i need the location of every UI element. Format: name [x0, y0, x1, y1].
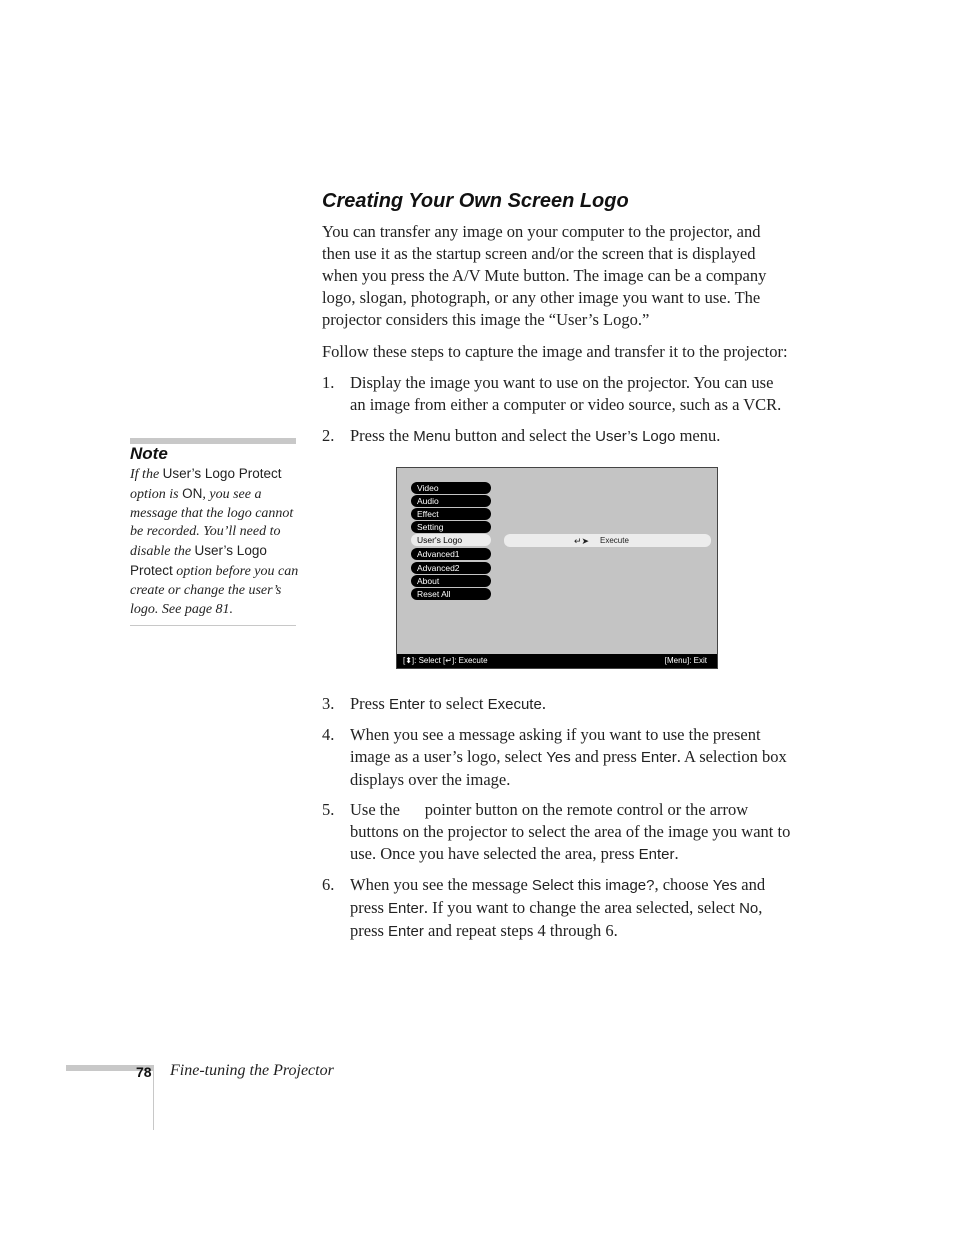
step-number: 2. [322, 426, 335, 445]
menu-item-about: About [411, 575, 491, 587]
step-text: Press Enter to select Execute. [350, 694, 546, 713]
step-6 [322, 874, 792, 943]
intro-paragraph: You can transfer any image on your computer to the projector, and then use it as the startup screen and/or the screen that is displayed when you press the A/V Mute button. The image can be a company logo, slogan, photograph, or any other image you want to use. The projector considers this image the “User’s Logo.” [322, 222, 767, 329]
menu-item-audio: Audio [411, 495, 491, 507]
step-2 [322, 425, 792, 448]
step-text: Use the pointer button on the remote control or the arrow buttons on the projector to select the area of the image you want to use. Once you have selected the area, press Enter. [350, 800, 795, 863]
projector-menu-screenshot [396, 467, 718, 669]
step-number: 1. [322, 373, 335, 392]
page-number: 78 [136, 1064, 152, 1080]
execute-label: Execute [600, 536, 629, 545]
footer-vertical-rule [153, 1065, 154, 1130]
step-number: 3. [322, 694, 335, 713]
menu-item-advanced1: Advanced1 [411, 548, 491, 560]
step-number: 6. [322, 875, 335, 894]
menu-button-ref: Menu [413, 428, 451, 445]
step-text: When you see a message asking if you want to use the present image as a user’s logo, select Yes and press Enter. A selection box displays over the image. [350, 725, 787, 789]
step-text: Press the Menu button and select the User’s Logo menu. [350, 426, 721, 445]
section-title: Creating Your Own Screen Logo [322, 190, 629, 212]
menu-footer-hint: [⬍]: Select [↵]: Execute [403, 656, 488, 665]
lead-paragraph: Follow these steps to capture the image and transfer it to the projector: [322, 342, 788, 361]
step-4 [322, 724, 792, 791]
menu-item-effect: Effect [411, 508, 491, 520]
execute-option [504, 534, 711, 547]
step-3 [322, 693, 792, 716]
step-number: 4. [322, 725, 335, 744]
step-1 [322, 372, 792, 416]
menu-footer [397, 654, 717, 668]
menu-item-setting: Setting [411, 521, 491, 533]
menu-footer-exit: [Menu]: Exit [664, 656, 707, 665]
running-head: Fine-tuning the Projector [170, 1062, 334, 1079]
menu-item-users-logo: User's Logo [411, 534, 491, 546]
menu-item-reset-all: Reset All [411, 588, 491, 600]
step-number: 5. [322, 800, 335, 819]
note-bottom-rule [130, 625, 296, 626]
users-logo-ref: User’s Logo [595, 428, 676, 445]
note-heading: Note [130, 444, 168, 463]
step-5 [322, 799, 795, 866]
note-text: If the User’s Logo Protect option is ON, you see a message that the logo cannot be recorded. You’ll need to disable the User’s Logo Protect option before you can create or change the user’s logo. See page 81. [130, 466, 299, 617]
enter-arrow-icon: ↵➤ [574, 536, 590, 546]
step-text: Display the image you want to use on the projector. You can use an image from either a computer or video source, such as a VCR. [350, 373, 782, 414]
menu-item-video: Video [411, 482, 491, 494]
step-text: When you see the message Select this image?, choose Yes and press Enter. If you want to change the area selected, select No, press Enter and repeat steps 4 through 6. [350, 875, 766, 940]
menu-item-advanced2: Advanced2 [411, 562, 491, 574]
